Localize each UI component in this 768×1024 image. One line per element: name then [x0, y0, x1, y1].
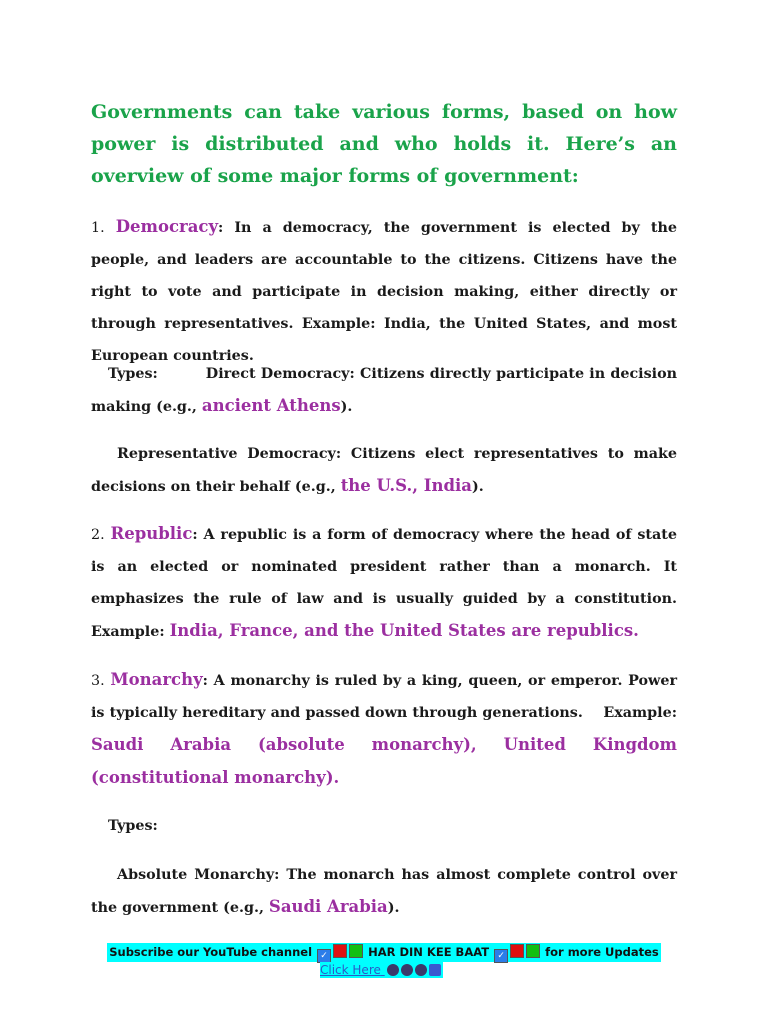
pointing-hand-icon: [429, 964, 441, 976]
direct-democracy-paragraph: [91, 358, 677, 423]
monarchy-term: Monarchy: [110, 670, 203, 689]
absolute-monarchy-paragraph: [91, 859, 677, 924]
monarchy-paragraph: [91, 664, 682, 795]
representative-democracy-end: ).: [471, 479, 484, 495]
red-square-icon: [510, 944, 524, 958]
absolute-monarchy-text: Absolute Monarchy: The monarch has almost complete control over the government (e.g.,: [91, 867, 677, 916]
democracy-paragraph: [91, 211, 677, 372]
democracy-text: : In a democracy, the government is elected by the people, and leaders are accountable to the citizens. Citizens have the right to vote and participate in decision making, either directly or through representatives. Example: India, the United States, and most European countries.: [91, 220, 677, 364]
direct-democracy-text: Direct Democracy: Citizens directly participate in decision making (e.g.,: [91, 366, 677, 415]
representative-democracy-example: the U.S., India: [340, 476, 472, 495]
list-number: 1.: [91, 220, 105, 236]
absolute-monarchy-end: ).: [387, 900, 400, 916]
monarchy-example: Saudi Arabia (absolute monarchy), United Kingdom (constitutional monarchy).: [91, 735, 677, 787]
circle-icon: [401, 964, 413, 976]
list-number: 3.: [91, 673, 105, 689]
democracy-term: Democracy: [115, 217, 219, 236]
banner-text-start: Subscribe our YouTube channel: [109, 945, 313, 959]
absolute-monarchy-example: Saudi Arabia: [268, 897, 388, 916]
direct-democracy-end: ).: [340, 399, 353, 415]
green-square-icon: [526, 944, 540, 958]
check-icon: ✓: [317, 949, 331, 963]
red-square-icon: [333, 944, 347, 958]
green-square-icon: [349, 944, 363, 958]
types-label: Types:: [108, 366, 158, 382]
click-here-link[interactable]: [320, 962, 443, 978]
monarchy-text: : A monarchy is ruled by a king, queen, or emperor. Power is typically hereditary and passed down through generations. Example:: [91, 673, 682, 721]
representative-democracy-text: Representative Democracy: Citizens elect representatives to make decisions on their behalf (e.g.,: [91, 446, 677, 495]
circle-icon: [387, 964, 399, 976]
monarchy-types-label: [91, 810, 677, 842]
direct-democracy-example: ancient Athens: [201, 396, 341, 415]
intro-heading: Governments can take various forms, based on how power is distributed and who holds it. Here’s an overview of some major forms of government:: [91, 101, 677, 187]
banner-text-end: for more Updates: [545, 945, 659, 959]
channel-name: HAR DIN KEE BAAT: [368, 945, 490, 959]
types-label: Types:: [108, 818, 158, 834]
republic-term: Republic: [110, 524, 193, 543]
republic-example: India, France, and the United States are republics.: [169, 621, 639, 640]
republic-paragraph: [91, 518, 697, 648]
republic-text: : A republic is a form of democracy where the head of state is an elected or nominated president rather than a monarch. It emphasizes the rule of law and is usually guided by a constitution. Example:: [91, 527, 697, 640]
list-number: 2.: [91, 527, 105, 543]
subscribe-banner: [107, 943, 661, 962]
representative-democracy-paragraph: [91, 438, 677, 503]
click-here-label[interactable]: Click Here: [320, 963, 381, 977]
circle-icon: [415, 964, 427, 976]
check-icon: ✓: [494, 949, 508, 963]
